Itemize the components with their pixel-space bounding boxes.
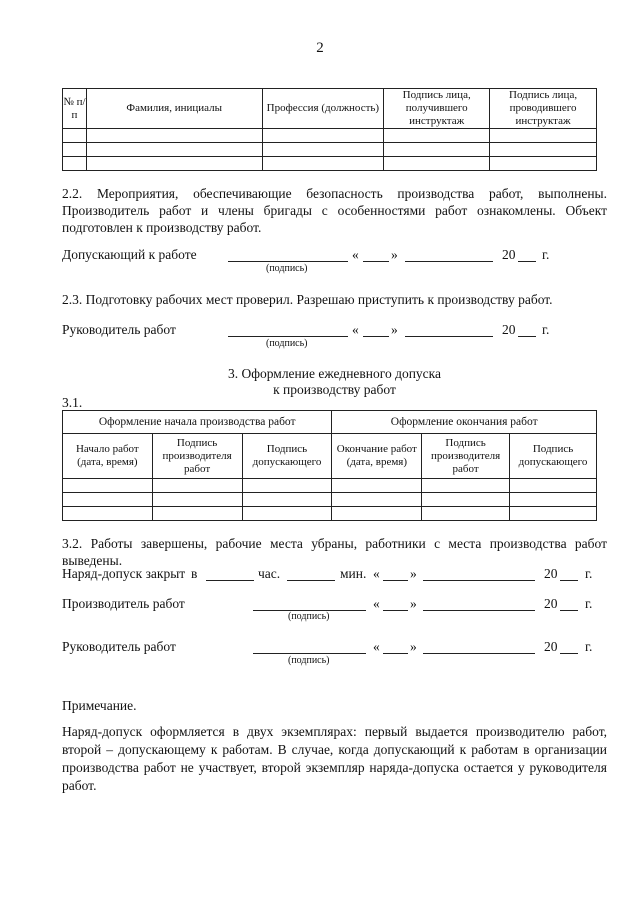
year-line[interactable] [560,580,578,581]
year-line[interactable] [518,261,536,262]
quote-close: » [391,247,398,262]
year-suffix: г. [585,596,593,611]
year-suffix: г. [542,247,550,262]
signature-line[interactable] [228,336,348,337]
quote-close: » [410,639,417,654]
signature-caption: (подпись) [288,655,330,666]
year-line[interactable] [560,610,578,611]
minutes-line[interactable] [287,580,335,581]
signature-caption: (подпись) [266,338,308,349]
table-row [63,493,597,507]
signature-line[interactable] [228,261,348,262]
signature-line[interactable] [253,653,366,654]
col-start-producer-sign: Подпись производителя работ [152,434,242,479]
hours-label: час. [258,566,281,581]
year-suffix: г. [542,322,550,337]
col-end-producer-sign: Подпись производителя работ [422,434,510,479]
col-name: Фамилия, инициалы [86,89,262,129]
section-3-1-label: 3.1. [62,395,83,410]
quote-close: » [410,596,417,611]
table-row [63,479,597,493]
col-end-admitter-sign: Подпись допускающего [510,434,597,479]
section-3-title-2: к производству работ [273,382,396,397]
in-label: в [191,566,198,581]
table-row [63,507,597,521]
quote-open: « [373,639,380,654]
section-3-2-text: 3.2. Работы завершены, рабочие места убраны, работники с места производства работ выведены. [62,536,607,568]
group-end-header: Оформление окончания работ [332,411,597,434]
col-start-admitter-sign: Подпись допускающего [242,434,332,479]
quote-open: « [373,566,380,581]
signature-caption: (подпись) [288,611,330,622]
day-line[interactable] [383,653,408,654]
hours-line[interactable] [206,580,254,581]
quote-open: « [352,247,359,262]
section-3-title-1: 3. Оформление ежедневного допуска [227,366,442,381]
col-number: № п/п [63,89,87,129]
briefing-table [62,88,597,171]
col-end-time: Окончание работ (дата, время) [332,434,422,479]
daily-admission-table [62,410,597,521]
year-suffix: г. [585,639,593,654]
section-2-2-text: 2.2. Мероприятия, обеспечивающие безопасность производства работ, выполнены. Производитель работ и члены бригады с особенностями работ ознакомлены. Объект подготовлен к производству работ. [62,186,607,235]
day-line[interactable] [383,610,408,611]
quote-open: « [352,322,359,337]
year-line[interactable] [560,653,578,654]
admitting-label: Допускающий к работе [62,247,197,262]
closed-label: Наряд-допуск закрыт [62,566,186,581]
month-line[interactable] [423,580,535,581]
year-suffix: г. [585,566,593,581]
month-line[interactable] [405,261,493,262]
month-line[interactable] [423,610,535,611]
col-sign-received: Подпись лица, получившего инструктаж [384,89,490,129]
minutes-label: мин. [340,566,367,581]
col-start-time: Начало работ (дата, время) [63,434,153,479]
producer-label: Производитель работ [62,596,185,611]
year-prefix: 20 [502,322,516,337]
month-line[interactable] [405,336,493,337]
quote-open: « [373,596,380,611]
quote-close: » [410,566,417,581]
year-line[interactable] [518,336,536,337]
note-title: Примечание. [62,698,137,713]
note-text: Наряд-допуск оформляется в двух экземплярах: первый выдается производителю работ, второй – допускающему к работам. В случае, когда допускающий к работам в организации производства работ не участвует, второй экземпляр наряда-допуска остается у руководителя работ. [62,724,607,793]
day-line[interactable] [363,261,389,262]
table-row [63,129,597,143]
quote-close: » [391,322,398,337]
day-line[interactable] [363,336,389,337]
year-prefix: 20 [502,247,516,262]
month-line[interactable] [423,653,535,654]
col-sign-conducted: Подпись лица, проводившего инструктаж [490,89,597,129]
section-2-3-text: 2.3. Подготовку рабочих мест проверил. Разрешаю приступить к производству работ. [62,292,553,307]
signature-caption: (подпись) [266,263,308,274]
year-prefix: 20 [544,639,558,654]
manager-label: Руководитель работ [62,322,176,337]
page-number: 2 [316,40,324,56]
day-line[interactable] [383,580,408,581]
year-prefix: 20 [544,596,558,611]
table-row [63,143,597,157]
col-profession: Профессия (должность) [262,89,384,129]
table-row [63,157,597,171]
manager-close-label: Руководитель работ [62,639,176,654]
group-start-header: Оформление начала производства работ [63,411,332,434]
year-prefix: 20 [544,566,558,581]
